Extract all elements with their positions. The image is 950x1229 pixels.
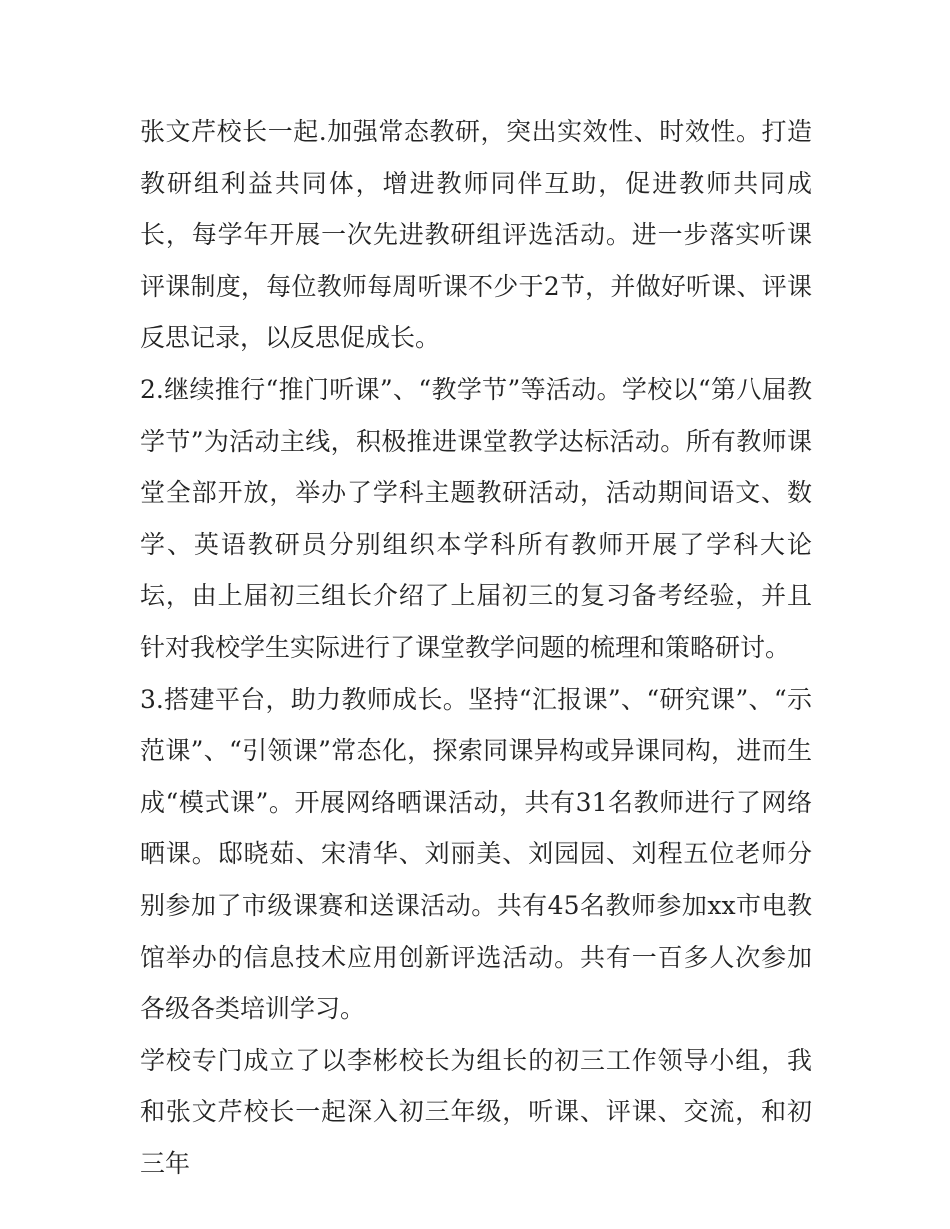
paragraph-teacher-growth-platform: 3.搭建平台，助力教师成长。坚持“汇报课”、“研究课”、“示范课”、“引领课”常态化，探索同课异构或异课同构，进而生成“模式课”。开展网络晒课活动，共有31名教师进行了网络晒课。邸晓茹、宋清华、刘丽美、刘园园、刘程五位老师分别参加了市级课赛和送课活动。共有45名教师参加xx市电教馆举办的信息技术应用创新评选活动。共有一百多人次参加各级各类培训学习。 [140,684,812,1024]
paragraph-teaching-research: 张文芹校长一起.加强常态教研，突出实效性、时效性。打造教研组利益共同体，增进教师同伴互助，促进教师共同成长，每学年开展一次先进教研组评选活动。进一步落实听课评课制度，每位教师每周听课不少于2节，并做好听课、评课反思记录，以反思促成长。 [140,117,812,353]
paragraph-open-class-activities: 2.继续推行“推门听课”、“教学节”等活动。学校以“第八届教学节”为活动主线，积极推进课堂教学达标活动。所有教师课堂全部开放，举办了学科主题教研活动，活动期间语文、数学、英语教研员分别组织本学科所有教师开展了学科大论坛，由上届初三组长介绍了上届初三的复习备考经验，并且针对我校学生实际进行了课堂教学问题的梳理和策略研讨。 [140,374,812,662]
paragraph-grade-nine-leadership: 学校专门成立了以李彬校长为组长的初三工作领导小组，我和张文芹校长一起深入初三年级，听课、评课、交流，和初三年 [140,1045,812,1178]
document-body [140,106,812,1189]
